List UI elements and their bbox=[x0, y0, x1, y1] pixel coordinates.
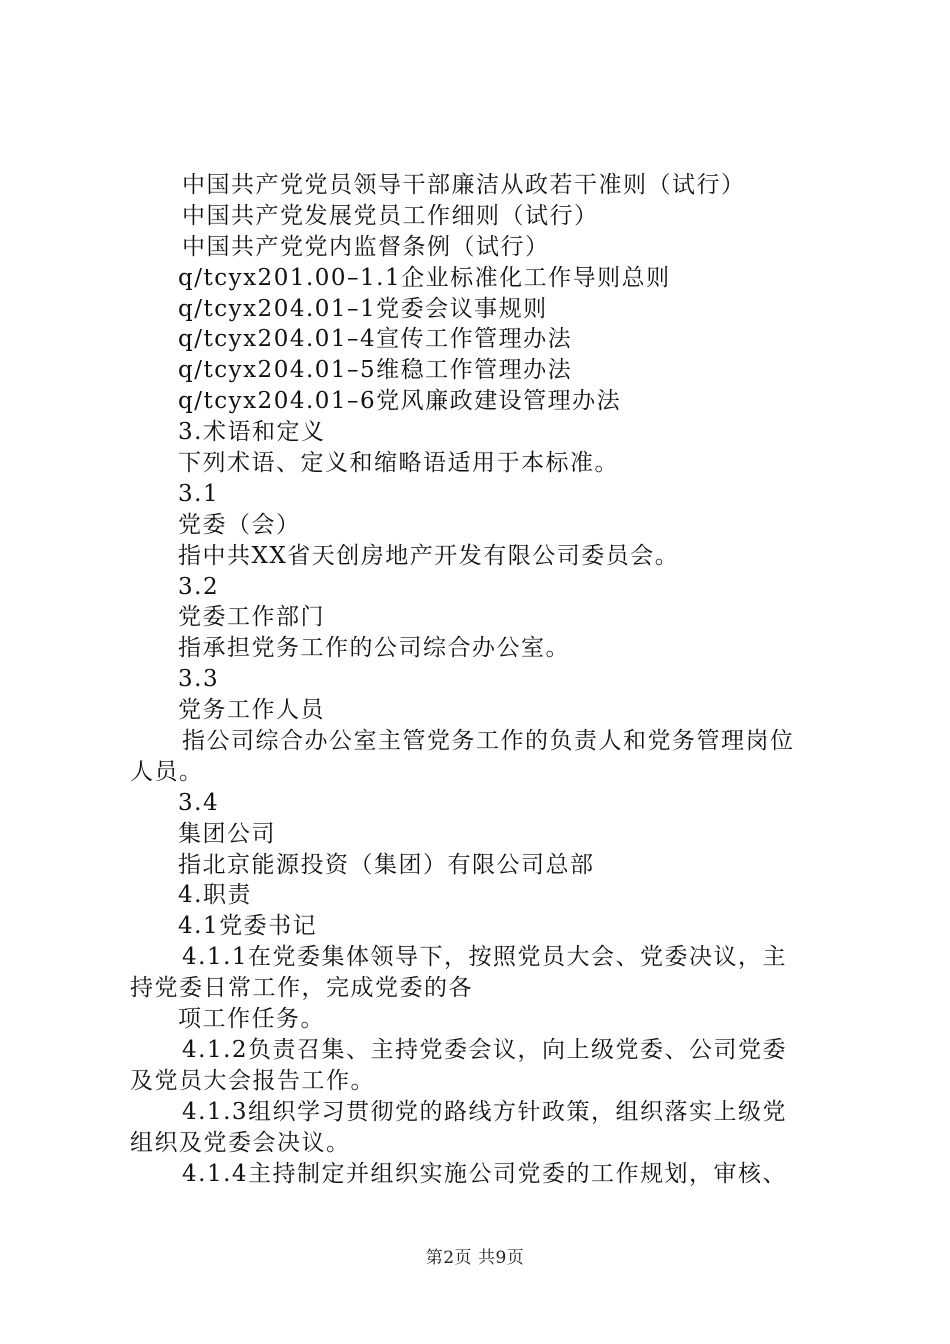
text-line: 党委工作部门 bbox=[178, 604, 325, 631]
text-line: 党委（会） bbox=[178, 511, 301, 538]
text-line: 项工作任务。 bbox=[178, 1006, 325, 1033]
text-line: 4.1.2负责召集、主持党委会议，向上级党委、公司党委 bbox=[182, 1036, 788, 1063]
page-footer: 第2页 共9页 bbox=[425, 1248, 525, 1268]
text-line: 持党委日常工作，完成党委的各 bbox=[130, 975, 473, 1002]
text-line: 中国共产党党员领导干部廉洁从政若干准则（试行） bbox=[182, 172, 746, 198]
text-line: 集团公司 bbox=[178, 820, 276, 847]
text-line: 3.3 bbox=[178, 666, 220, 693]
text-line: 下列术语、定义和缩略语适用于本标准。 bbox=[178, 450, 619, 477]
text-line: q/tcyx204.01–4宣传工作管理办法 bbox=[178, 326, 573, 353]
text-line: 3.术语和定义 bbox=[178, 419, 326, 446]
text-line: 人员。 bbox=[130, 758, 204, 785]
text-line: 指承担党务工作的公司综合办公室。 bbox=[178, 635, 570, 662]
text-line: q/tcyx204.01–6党风廉政建设管理办法 bbox=[178, 388, 622, 415]
text-line: 3.1 bbox=[178, 480, 220, 507]
text-line: 及党员大会报告工作。 bbox=[130, 1067, 375, 1094]
text-line: 4.1.4主持制定并组织实施公司党委的工作规划，审核、 bbox=[182, 1160, 788, 1187]
text-line: 指公司综合办公室主管党务工作的负责人和党务管理岗位 bbox=[182, 728, 795, 755]
document-body bbox=[0, 170, 950, 1189]
text-line: 组织及党委会决议。 bbox=[130, 1129, 351, 1156]
text-line: 党务工作人员 bbox=[178, 697, 325, 724]
text-line: 3.4 bbox=[178, 789, 220, 816]
text-line: 4.1党委书记 bbox=[178, 913, 318, 940]
text-line: 中国共产党发展党员工作细则（试行） bbox=[182, 202, 599, 229]
text-line: 4.1.1在党委集体领导下，按照党员大会、党委决议，主 bbox=[182, 944, 788, 971]
text-line: 中国共产党党内监督条例（试行） bbox=[182, 233, 550, 260]
text-line: q/tcyx204.01–1党委会议事规则 bbox=[178, 295, 548, 322]
text-line: q/tcyx201.00–1.1企业标准化工作导则总则 bbox=[178, 264, 671, 291]
text-line: q/tcyx204.01–5维稳工作管理办法 bbox=[178, 357, 573, 384]
text-line: 3.2 bbox=[178, 573, 220, 600]
text-line: 4.1.3组织学习贯彻党的路线方针政策，组织落实上级党 bbox=[182, 1098, 788, 1125]
text-line: 4.职责 bbox=[178, 882, 252, 909]
text-line: 指中共XX省天创房地产开发有限公司委员会。 bbox=[178, 542, 680, 569]
text-line: 指北京能源投资（集团）有限公司总部 bbox=[178, 851, 595, 878]
